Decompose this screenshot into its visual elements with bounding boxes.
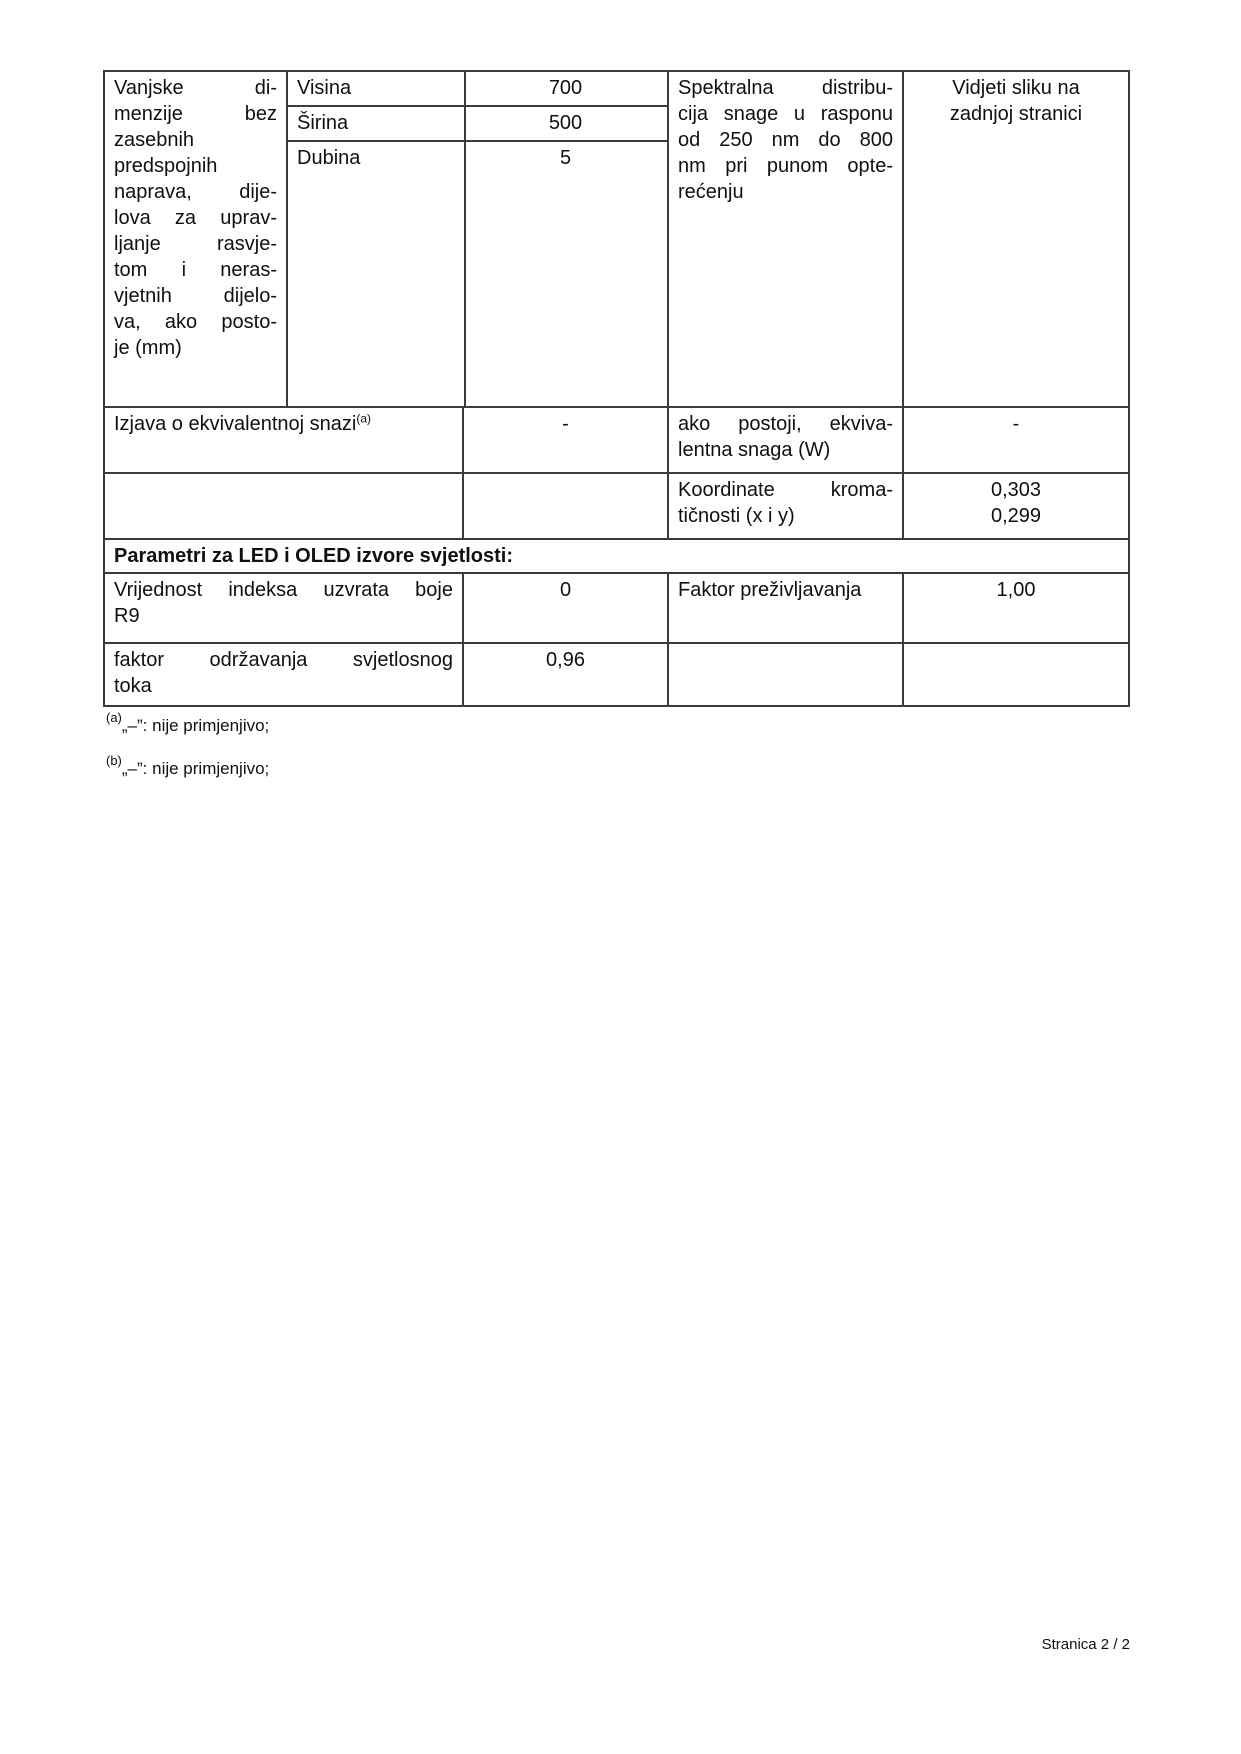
footnote-a-label: (a) [106, 710, 122, 725]
equivalent-power-label [105, 408, 462, 472]
table-row-equivalent-power [105, 406, 1128, 472]
table-row-lumen-maintenance [105, 642, 1128, 705]
r9-label: Vrijednost indeksa uzvrata boje R9 [114, 579, 453, 627]
lumen-maintenance-label: faktor održavanja svjetlosnog toka [114, 649, 453, 697]
depth-value: 5 [559, 147, 572, 169]
footnote-b [106, 751, 269, 780]
width-label: Širina [297, 112, 349, 134]
depth-subrow [288, 142, 667, 177]
height-subrow [288, 72, 667, 107]
width-value: 500 [548, 112, 583, 134]
led-oled-section-header: Parametri za LED i OLED izvore svjetlosti: [114, 545, 514, 567]
footnote-a [106, 708, 269, 737]
table-row-dimensions [105, 72, 1128, 406]
spectral-distribution-label: Spektralna distribu- cija snage u rasponu od 250 nm do 800 nm pri punom opte- rećenju [667, 72, 902, 406]
subtable-divider [464, 72, 466, 406]
footnote-b-text: „–”: nije primjenjivo; [121, 759, 270, 778]
dimensions-subtable [286, 72, 667, 406]
product-info-table [103, 70, 1130, 707]
height-label: Visina [297, 77, 352, 99]
page-number: Stranica 2 / 2 [1041, 1636, 1130, 1653]
dimensions-label: Vanjske di- menzije bez zasebnih predspojnih naprava, dije- lova za uprav- ljanje rasvje- tom i neras- vjetnih dijelo- va, ako posto- je (mm) [114, 77, 277, 359]
footnote-b-label: (b) [106, 753, 122, 768]
lumen-maintenance-empty-label [667, 644, 902, 705]
footnotes [106, 708, 269, 794]
table-row-chromaticity [105, 472, 1128, 538]
table-row-section-header [105, 538, 1128, 572]
chromaticity-value: 0,303 0,299 [902, 474, 1128, 538]
depth-label: Dubina [297, 147, 361, 169]
equivalent-power-right-value: - [902, 408, 1128, 472]
spectral-distribution-value: Vidjeti sliku na zadnjoj stranici [902, 72, 1128, 406]
equivalent-power-right-label: ako postoji, ekviva- lentna snaga (W) [667, 408, 902, 472]
chromaticity-label: Koordinate kroma- tičnosti (x i y) [667, 474, 902, 538]
survival-factor-label: Faktor preživljavanja [667, 574, 902, 642]
chromaticity-empty-value [462, 474, 667, 538]
equivalent-power-value: - [462, 408, 667, 472]
table-row-r9 [105, 572, 1128, 642]
survival-factor-value: 1,00 [902, 574, 1128, 642]
chromaticity-empty-label [105, 474, 462, 538]
width-subrow [288, 107, 667, 142]
lumen-maintenance-value: 0,96 [462, 644, 667, 705]
height-value: 700 [548, 77, 583, 99]
lumen-maintenance-empty-value [902, 644, 1128, 705]
r9-value: 0 [462, 574, 667, 642]
footnote-a-marker: (a) [356, 411, 372, 426]
equivalent-power-label-text: Izjava o ekvivalentnoj snazi [114, 413, 357, 435]
footnote-a-text: „–”: nije primjenjivo; [121, 716, 270, 735]
